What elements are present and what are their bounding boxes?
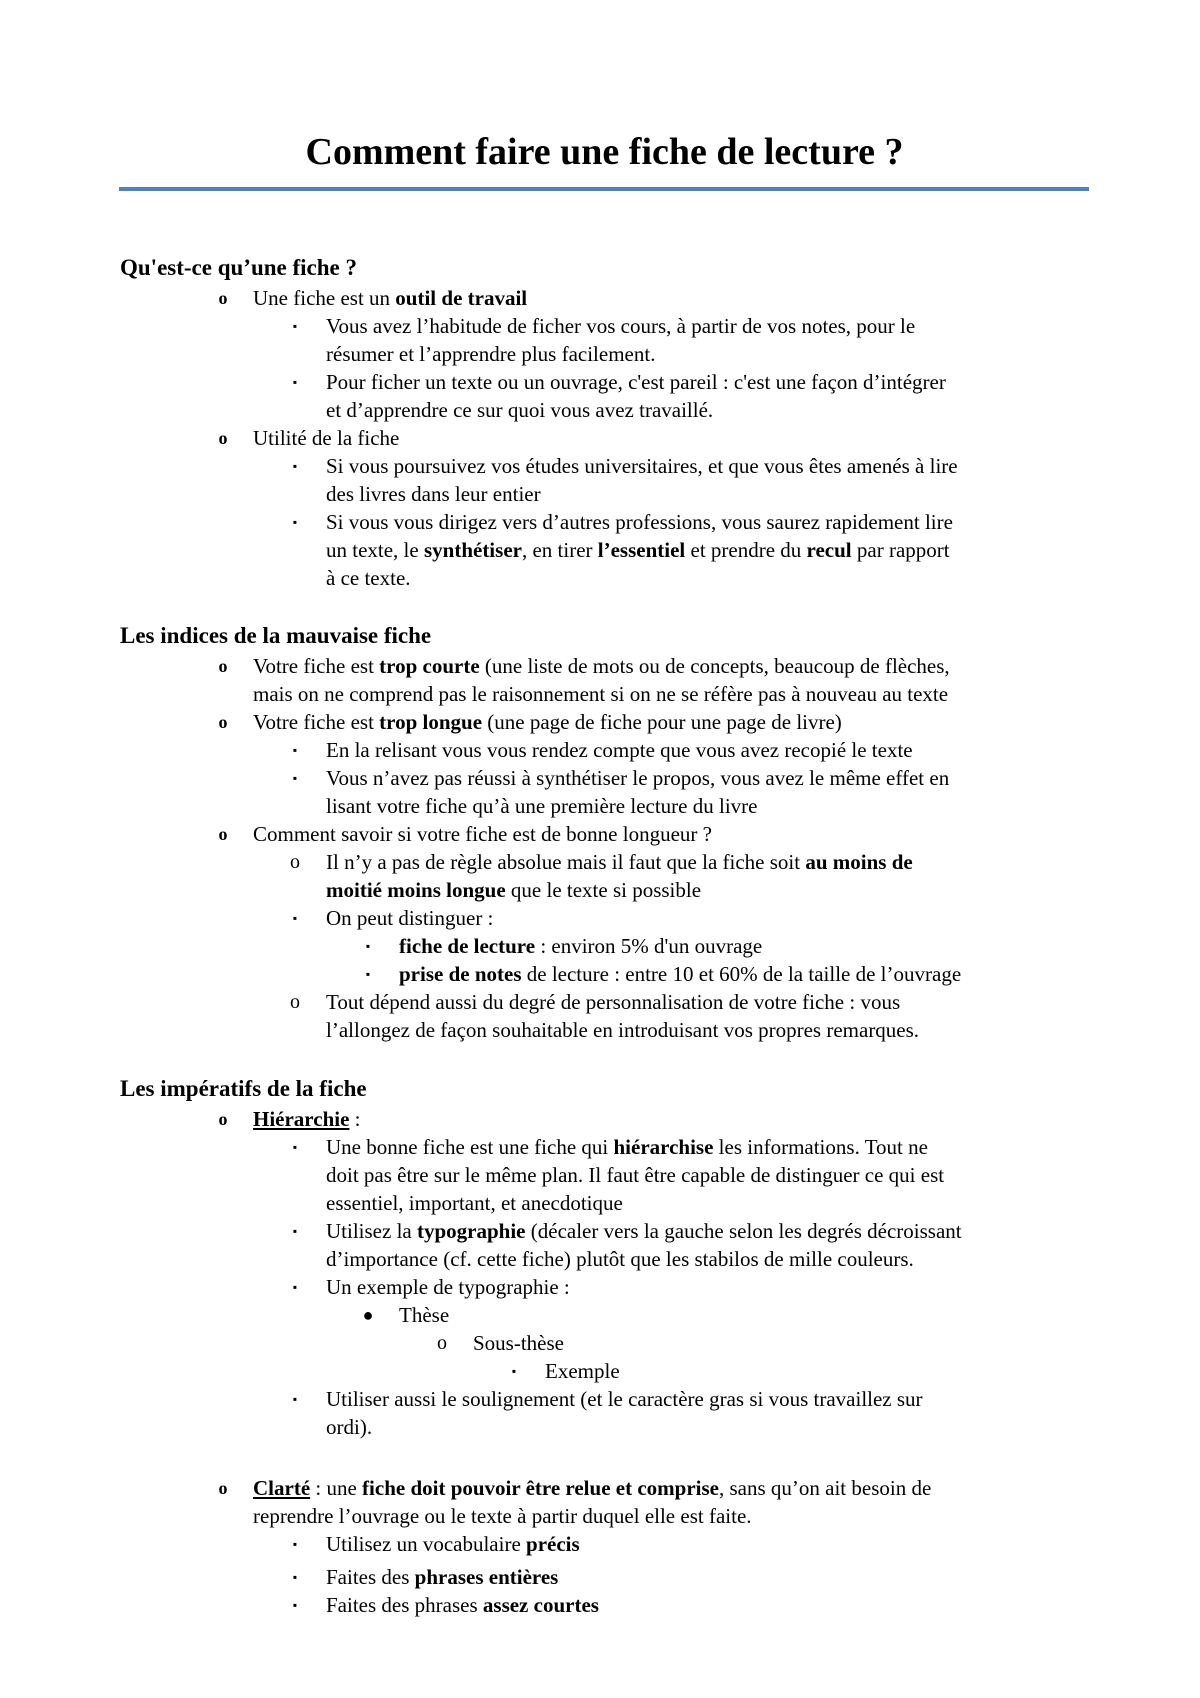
list-item: Vous n’avez pas réussi à synthétiser le propos, vous avez le même effet en <box>326 766 950 790</box>
square-bullet-icon: ▪ <box>292 319 298 333</box>
list-item: Utilisez un vocabulaire précis <box>326 1532 580 1556</box>
ring-bullet-icon: o <box>218 288 228 308</box>
square-bullet-icon: ▪ <box>511 1364 517 1378</box>
list-item-cont: mais on ne comprend pas le raisonnement si on ne se réfère pas à nouveau au texte <box>253 682 949 706</box>
circle-bullet-icon: o <box>290 991 300 1013</box>
square-bullet-icon: ▪ <box>292 1140 298 1154</box>
dot-bullet-icon: ● <box>362 1305 374 1325</box>
list-item: Clarté : une fiche doit pouvoir être relue et comprise, sans qu’on ait besoin de <box>253 1476 932 1500</box>
list-item: Il n’y a pas de règle absolue mais il faut que la fiche soit au moins de <box>326 850 913 874</box>
square-bullet-icon: ▪ <box>292 1392 298 1406</box>
list-item: Si vous poursuivez vos études universitaires, et que vous êtes amenés à lire <box>326 454 958 478</box>
section-heading: Les impératifs de la fiche <box>120 1076 367 1101</box>
circle-bullet-icon: o <box>290 851 300 873</box>
list-item: En la relisant vous vous rendez compte que vous avez recopié le texte <box>326 738 913 762</box>
list-item: Thèse <box>399 1303 450 1327</box>
list-item: Faites des phrases assez courtes <box>326 1593 599 1617</box>
list-item-cont: à ce texte. <box>326 566 411 590</box>
list-item-cont: l’allongez de façon souhaitable en introduisant vos propres remarques. <box>326 1018 920 1042</box>
square-bullet-icon: ▪ <box>292 375 298 389</box>
list-item: Sous-thèse <box>473 1331 564 1355</box>
list-item: prise de notes de lecture : entre 10 et 60% de la taille de l’ouvrage <box>399 962 962 986</box>
square-bullet-icon: ▪ <box>365 967 371 981</box>
list-item-cont: essentiel, important, et anecdotique <box>326 1191 623 1215</box>
list-item-cont: un texte, le synthétiser, en tirer l’essentiel et prendre du recul par rapport <box>326 538 950 562</box>
list-item: Une fiche est un outil de travail <box>253 286 528 310</box>
list-item: Comment savoir si votre fiche est de bonne longueur ? <box>253 822 712 846</box>
list-item: On peut distinguer : <box>326 906 494 930</box>
square-bullet-icon: ▪ <box>365 939 371 953</box>
list-item: Faites des phrases entières <box>326 1565 559 1589</box>
section-heading: Les indices de la mauvaise fiche <box>120 623 432 648</box>
list-item: Un exemple de typographie : <box>326 1275 570 1299</box>
section-heading: Qu'est-ce qu’une fiche ? <box>120 255 358 280</box>
list-item: Utilité de la fiche <box>253 426 400 450</box>
list-item-cont: moitié moins longue que le texte si possible <box>326 878 702 902</box>
list-item: Une bonne fiche est une fiche qui hiérarchise les informations. Tout ne <box>326 1135 928 1159</box>
list-item: Utilisez la typographie (décaler vers la gauche selon les degrés décroissant <box>326 1219 962 1243</box>
list-item: fiche de lecture : environ 5% d'un ouvrage <box>399 934 763 958</box>
list-item-cont: reprendre l’ouvrage ou le texte à partir duquel elle est faite. <box>253 1504 752 1528</box>
list-item-cont: résumer et l’apprendre plus facilement. <box>326 342 656 366</box>
list-item-cont: doit pas être sur le même plan. Il faut être capable de distinguer ce qui est <box>326 1163 945 1187</box>
ring-bullet-icon: o <box>218 1109 228 1129</box>
circle-bullet-icon: o <box>437 1332 447 1354</box>
list-item: Tout dépend aussi du degré de personnalisation de votre fiche : vous <box>326 990 901 1014</box>
list-item-cont: d’importance (cf. cette fiche) plutôt que les stabilos de mille couleurs. <box>326 1247 914 1271</box>
square-bullet-icon: ▪ <box>292 515 298 529</box>
list-item: Votre fiche est trop longue (une page de fiche pour une page de livre) <box>253 710 842 734</box>
list-item-cont: des livres dans leur entier <box>326 482 541 506</box>
ring-bullet-icon: o <box>218 1478 228 1498</box>
list-item: Exemple <box>545 1359 620 1383</box>
list-item-cont: et d’apprendre ce sur quoi vous avez travaillé. <box>326 398 714 422</box>
square-bullet-icon: ▪ <box>292 743 298 757</box>
square-bullet-icon: ▪ <box>292 771 298 785</box>
title-rule <box>119 187 1089 191</box>
ring-bullet-icon: o <box>218 712 228 732</box>
list-item: Votre fiche est trop courte (une liste de mots ou de concepts, beaucoup de flèches, <box>253 654 950 678</box>
square-bullet-icon: ▪ <box>292 1224 298 1238</box>
ring-bullet-icon: o <box>218 824 228 844</box>
list-item-cont: ordi). <box>326 1415 373 1439</box>
ring-bullet-icon: o <box>218 428 228 448</box>
list-item: Vous avez l’habitude de ficher vos cours, à partir de vos notes, pour le <box>326 314 916 338</box>
list-item: Pour ficher un texte ou un ouvrage, c'est pareil : c'est une façon d’intégrer <box>326 370 946 394</box>
page-title: Comment faire une fiche de lecture ? <box>305 131 904 173</box>
list-item: Utiliser aussi le soulignement (et le caractère gras si vous travaillez sur <box>326 1387 923 1411</box>
list-item-cont: lisant votre fiche qu’à une première lecture du livre <box>326 794 758 818</box>
ring-bullet-icon: o <box>218 656 228 676</box>
square-bullet-icon: ▪ <box>292 1598 298 1612</box>
square-bullet-icon: ▪ <box>292 1537 298 1551</box>
square-bullet-icon: ▪ <box>292 1570 298 1584</box>
list-item: Si vous vous dirigez vers d’autres professions, vous saurez rapidement lire <box>326 510 953 534</box>
square-bullet-icon: ▪ <box>292 459 298 473</box>
square-bullet-icon: ▪ <box>292 911 298 925</box>
list-item: Hiérarchie : <box>253 1107 361 1131</box>
square-bullet-icon: ▪ <box>292 1280 298 1294</box>
